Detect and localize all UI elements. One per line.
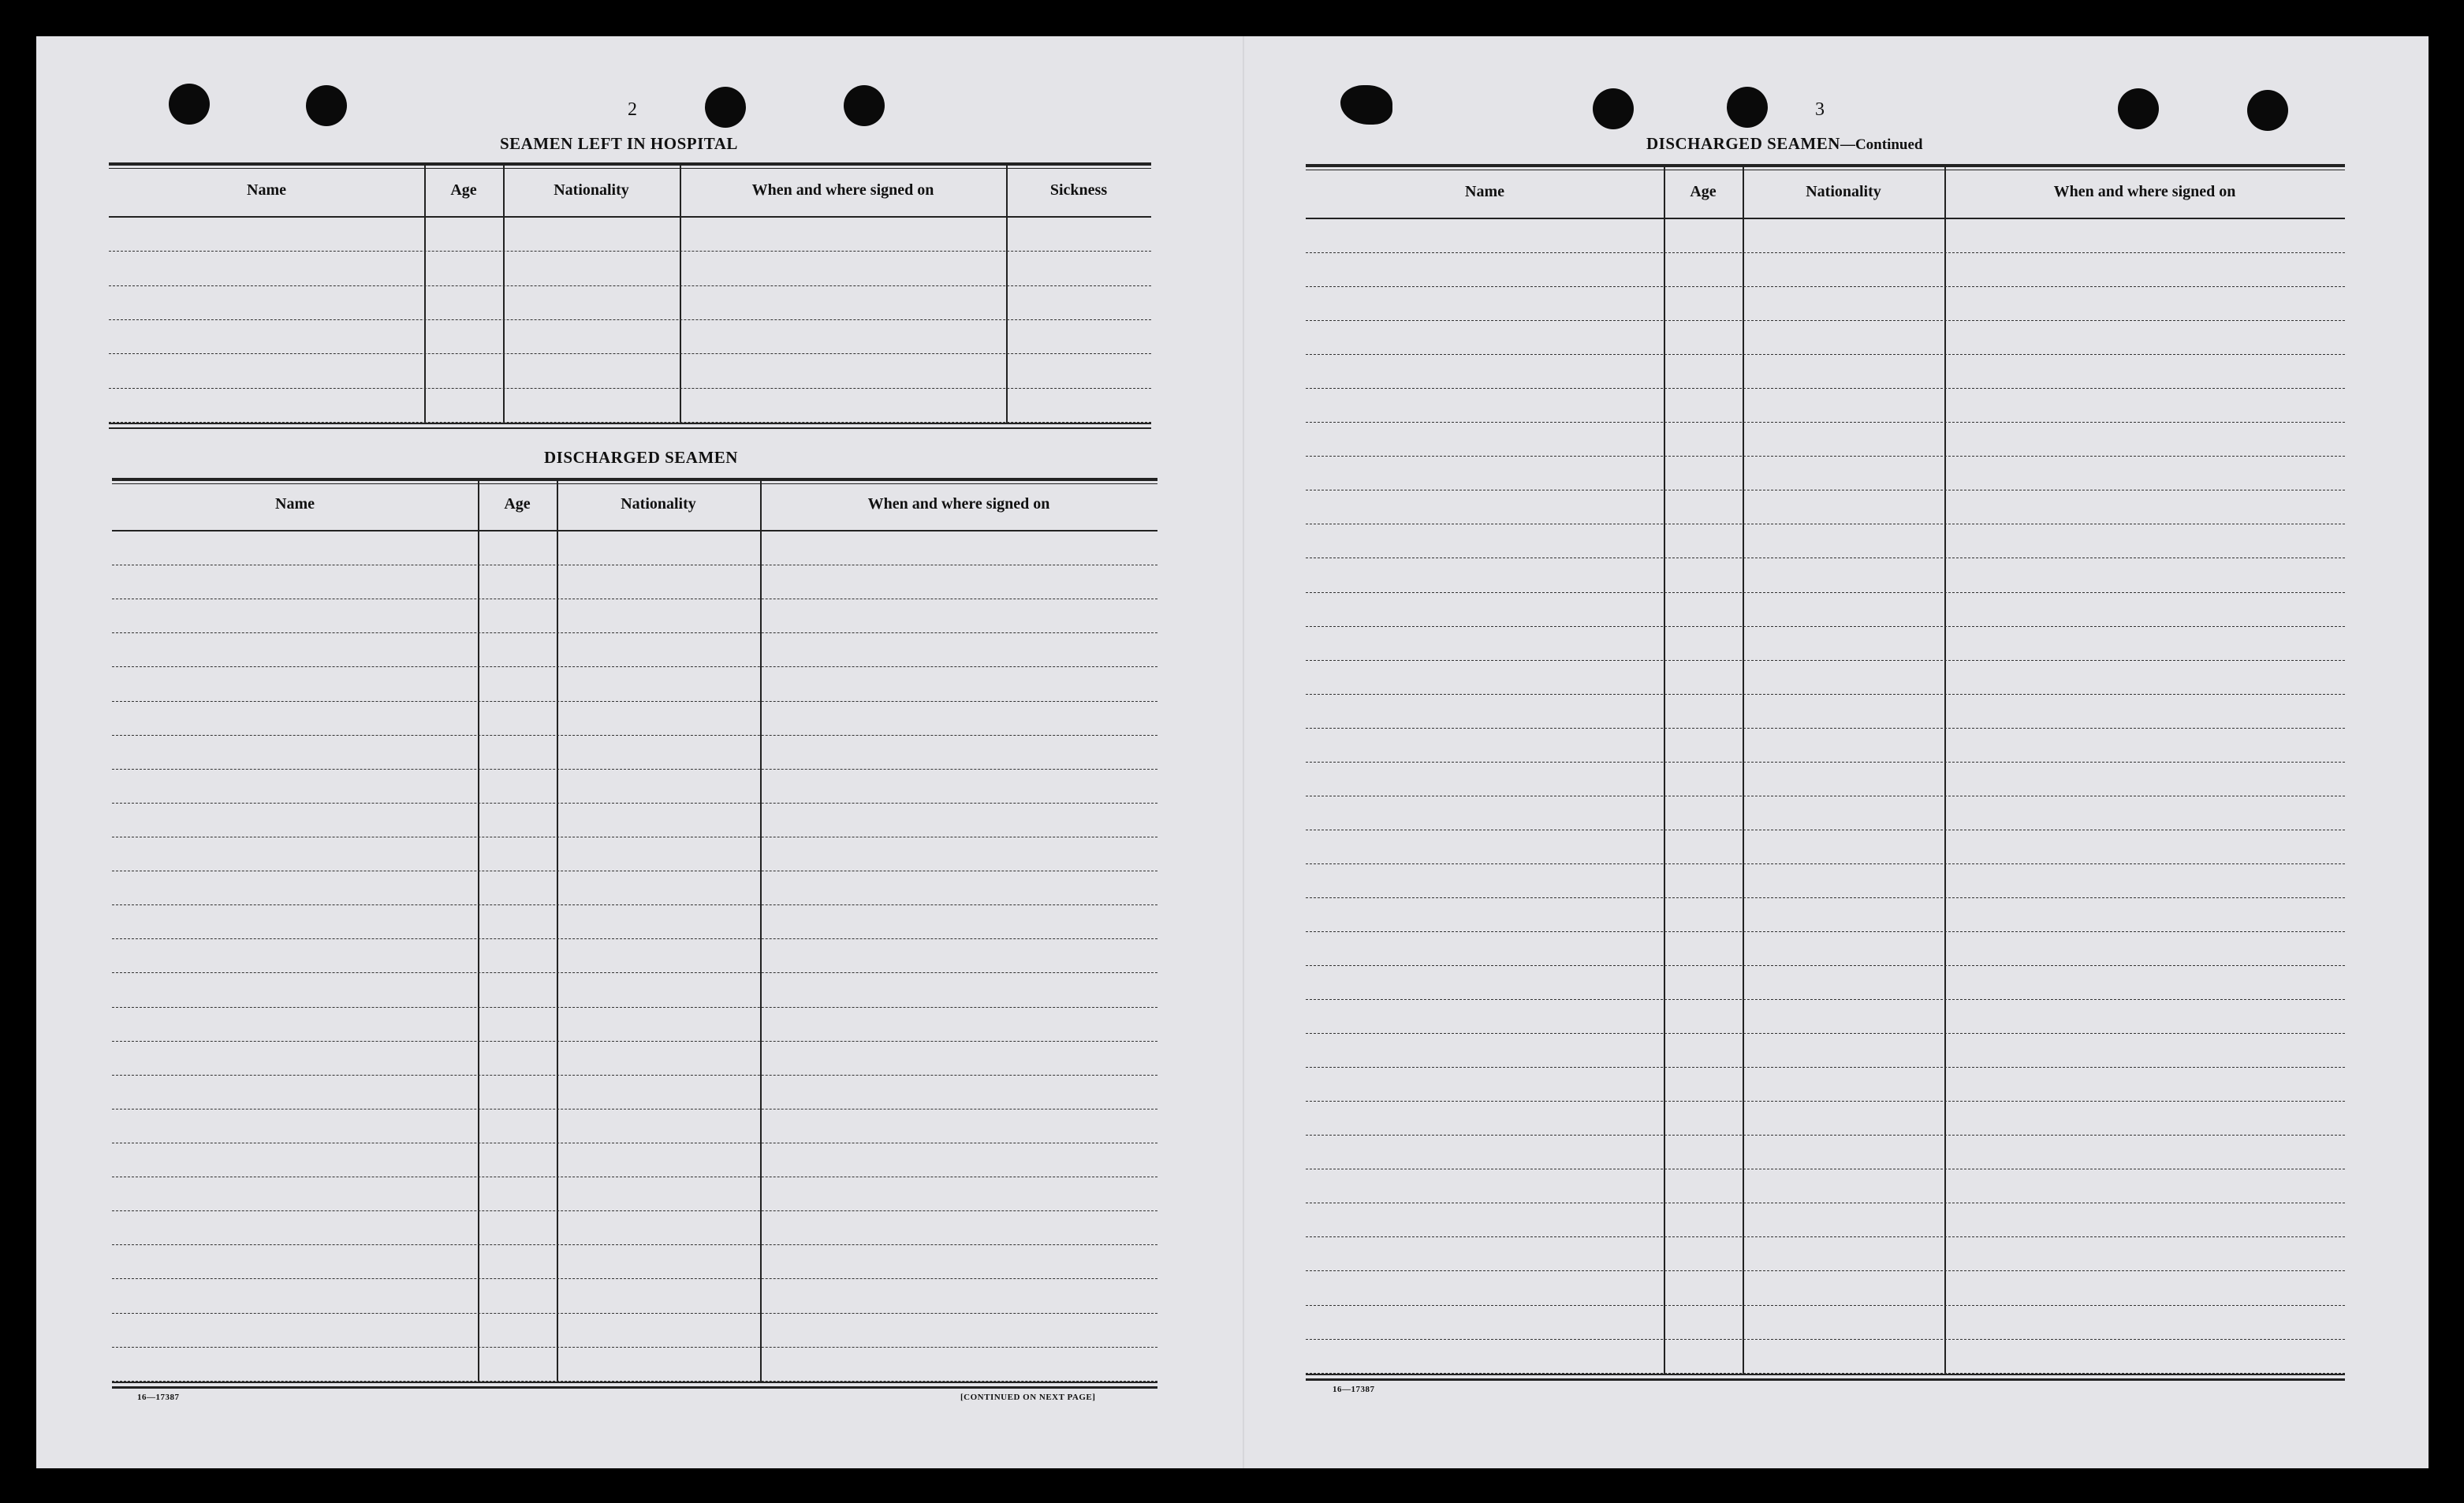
table-top-rule bbox=[112, 478, 1157, 481]
table-row bbox=[1306, 695, 2345, 729]
table-row bbox=[112, 565, 1157, 599]
table-row bbox=[109, 320, 1151, 354]
table-row bbox=[1306, 966, 2345, 1000]
column-header-age: Age bbox=[450, 181, 477, 199]
table-bottom-rule bbox=[1306, 1374, 2345, 1375]
punch-hole bbox=[1727, 87, 1768, 128]
table-bottom-rule bbox=[109, 427, 1151, 429]
table-row bbox=[1306, 253, 2345, 287]
table-row bbox=[1306, 524, 2345, 558]
table-row bbox=[109, 252, 1151, 285]
discharged-continued-heading bbox=[1646, 134, 1922, 154]
table-row bbox=[1306, 1306, 2345, 1340]
table-row bbox=[1306, 457, 2345, 490]
table-row bbox=[112, 1143, 1157, 1177]
table-row bbox=[112, 871, 1157, 905]
heading-suffix: —Continued bbox=[1840, 136, 1923, 153]
table-row bbox=[1306, 729, 2345, 763]
table-row bbox=[1306, 287, 2345, 321]
table-row bbox=[1306, 1271, 2345, 1305]
heading-main: DISCHARGED SEAMEN bbox=[1646, 134, 1840, 153]
table-row bbox=[112, 531, 1157, 565]
table-row bbox=[112, 633, 1157, 667]
column-header-nationality: Nationality bbox=[1806, 183, 1881, 200]
table-row bbox=[112, 973, 1157, 1007]
hospital-table bbox=[109, 162, 1151, 427]
table-row bbox=[1306, 1034, 2345, 1068]
table-row bbox=[112, 1042, 1157, 1076]
table-row bbox=[1306, 321, 2345, 355]
column-header-name: Name bbox=[247, 181, 286, 199]
table-top-rule bbox=[109, 162, 1151, 166]
table-row bbox=[1306, 1000, 2345, 1034]
punch-hole bbox=[844, 85, 885, 126]
table-row bbox=[112, 804, 1157, 837]
table-row bbox=[112, 1110, 1157, 1143]
table-bottom-rule bbox=[109, 423, 1151, 424]
table-row bbox=[1306, 830, 2345, 864]
column-header-signed-on: When and where signed on bbox=[2053, 183, 2236, 200]
discharged-continued-table bbox=[1306, 164, 2345, 1378]
table-row bbox=[1306, 389, 2345, 423]
page-number: 3 bbox=[1815, 99, 1825, 120]
table-bottom-rule bbox=[112, 1386, 1157, 1389]
table-row bbox=[112, 599, 1157, 633]
hospital-rows bbox=[109, 218, 1151, 423]
punch-hole bbox=[1593, 88, 1634, 129]
table-row bbox=[1306, 490, 2345, 524]
table-row bbox=[1306, 1068, 2345, 1102]
table-row bbox=[112, 667, 1157, 701]
table-row bbox=[112, 1245, 1157, 1279]
continued-note: [CONTINUED ON NEXT PAGE] bbox=[960, 1393, 1096, 1402]
table-row bbox=[109, 286, 1151, 320]
table-row bbox=[1306, 898, 2345, 932]
table-row bbox=[112, 837, 1157, 871]
table-row bbox=[112, 1177, 1157, 1211]
page-fold bbox=[1243, 36, 1244, 1468]
table-row bbox=[112, 939, 1157, 973]
column-header-age: Age bbox=[504, 495, 531, 513]
discharged-heading: DISCHARGED SEAMEN bbox=[544, 448, 738, 467]
table-row bbox=[1306, 661, 2345, 695]
table-row bbox=[1306, 593, 2345, 627]
table-row bbox=[1306, 558, 2345, 592]
column-header-name: Name bbox=[275, 495, 315, 513]
table-bottom-rule bbox=[1306, 1378, 2345, 1381]
table-row bbox=[112, 1008, 1157, 1042]
punch-hole bbox=[306, 85, 347, 126]
table-row bbox=[112, 1348, 1157, 1382]
table-row bbox=[1306, 1237, 2345, 1271]
punch-hole bbox=[169, 84, 210, 125]
punch-hole bbox=[2247, 90, 2288, 131]
table-row bbox=[1306, 1203, 2345, 1237]
table-top-rule bbox=[109, 168, 1151, 169]
continued-rows bbox=[1306, 219, 2345, 1374]
table-row bbox=[1306, 1102, 2345, 1136]
column-header-nationality: Nationality bbox=[554, 181, 629, 199]
table-row bbox=[1306, 219, 2345, 253]
discharged-rows bbox=[112, 531, 1157, 1382]
column-header-name: Name bbox=[1465, 183, 1504, 200]
table-top-rule bbox=[1306, 164, 2345, 167]
table-row bbox=[112, 770, 1157, 804]
table-row bbox=[112, 1314, 1157, 1348]
column-header-signed-on: When and where signed on bbox=[867, 495, 1050, 513]
table-row bbox=[112, 702, 1157, 736]
table-row bbox=[112, 1211, 1157, 1245]
table-row bbox=[1306, 355, 2345, 389]
punch-hole bbox=[705, 87, 746, 128]
discharged-table bbox=[112, 478, 1157, 1386]
page-number: 2 bbox=[628, 99, 637, 120]
table-row bbox=[1306, 1169, 2345, 1203]
column-header-sickness: Sickness bbox=[1049, 181, 1108, 199]
table-row bbox=[1306, 1136, 2345, 1169]
table-row bbox=[112, 1076, 1157, 1110]
table-row bbox=[1306, 627, 2345, 661]
column-header-nationality: Nationality bbox=[621, 495, 696, 513]
table-bottom-rule bbox=[112, 1382, 1157, 1383]
table-row bbox=[1306, 932, 2345, 966]
table-row bbox=[109, 354, 1151, 388]
table-row bbox=[109, 389, 1151, 423]
hospital-heading: SEAMEN LEFT IN HOSPITAL bbox=[500, 134, 738, 153]
table-row bbox=[112, 736, 1157, 770]
table-row bbox=[112, 1279, 1157, 1313]
form-number: 16—17387 bbox=[1333, 1385, 1375, 1394]
table-row bbox=[1306, 763, 2345, 796]
table-row bbox=[1306, 864, 2345, 898]
table-row bbox=[112, 905, 1157, 939]
table-row bbox=[1306, 796, 2345, 830]
column-header-signed-on: When and where signed on bbox=[751, 181, 934, 199]
table-row bbox=[1306, 1340, 2345, 1374]
table-top-rule bbox=[112, 483, 1157, 484]
form-number: 16—17387 bbox=[137, 1393, 180, 1402]
column-header-age: Age bbox=[1690, 183, 1717, 200]
punch-hole bbox=[2118, 88, 2159, 129]
table-row bbox=[1306, 423, 2345, 457]
table-row bbox=[109, 218, 1151, 252]
